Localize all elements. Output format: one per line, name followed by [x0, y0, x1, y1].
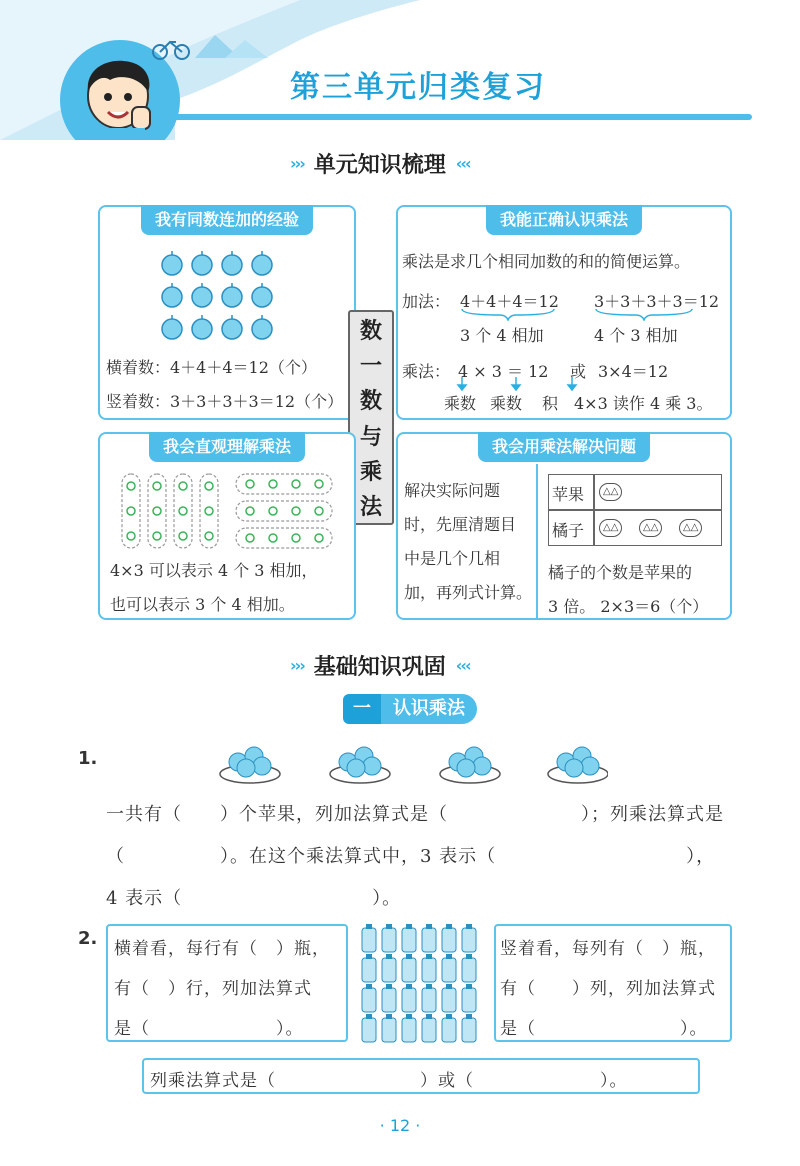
divider — [536, 464, 538, 618]
q2-right-line: 是（ ）。 — [500, 1019, 708, 1039]
addition-note-1: 3 个 4 相加 — [460, 326, 544, 345]
addition-expr-2: 3＋3＋3＋3＝12 — [594, 292, 720, 311]
apple-plates-icon — [218, 740, 608, 786]
card4-line: 加，再列式计算。 — [404, 583, 533, 602]
page-number: · 12 · — [379, 1116, 421, 1135]
brace-icon — [460, 307, 730, 321]
card3-line1: 4×3 可以表示 4 个 3 相加， — [110, 561, 318, 580]
vertical-char: 乘 — [359, 459, 382, 485]
apple-grid-icon — [158, 249, 283, 344]
vertical-char: 与 — [359, 424, 382, 450]
card-tab: 我能正确认识乘法 — [486, 205, 642, 235]
addition-note-2: 4 个 3 相加 — [594, 326, 678, 345]
factor-name-1: 乘数 — [444, 394, 477, 413]
fruit-table — [548, 474, 722, 546]
chevrons-right-icon: ››› — [290, 154, 304, 173]
bottle-grid-icon — [358, 922, 486, 1044]
q2-left-line: 横着看，每行有（ ）瓶， — [114, 939, 330, 959]
q1-line1: 一共有（ ）个苹果，列加法算式是（ ）；列乘法算式是 — [106, 804, 724, 825]
triangle-group-icon: △△ — [599, 483, 622, 501]
or-label: 或 — [570, 362, 587, 381]
vertical-char: 数 — [359, 389, 382, 415]
badge-label: 认识乘法 — [381, 694, 477, 724]
q2-left-line: 有（ ）行，列加法算式 — [114, 979, 312, 999]
addition-expr-1: 4＋4＋4＝12 — [460, 292, 559, 311]
section-title: 基础知识巩固 — [313, 655, 446, 680]
page-title: 第三单元归类复习 — [290, 70, 546, 105]
card-tab: 我有同数连加的经验 — [141, 205, 313, 235]
chevrons-left-icon: ‹‹‹ — [455, 154, 470, 173]
section-heading-knowledge — [290, 148, 470, 179]
boy-mascot-icon — [70, 52, 170, 137]
q1-line3: 4 表示（ ）。 — [106, 888, 402, 909]
question-number: 2. — [78, 928, 98, 949]
read-as: 4×3 读作 4 乘 3。 — [574, 394, 713, 413]
product-name: 积 — [542, 394, 559, 413]
card4-line: 解决实际问题 — [404, 481, 501, 500]
card1-row2: 竖着数：3＋3＋3＋3＝12（个） — [106, 392, 344, 411]
row-label-orange: 橘子 — [552, 521, 585, 540]
q2-right-line: 竖着看，每列有（ ）瓶， — [500, 939, 716, 959]
section-heading-basics — [290, 650, 470, 681]
card2-definition: 乘法是求几个相同加数的和的简便运算。 — [402, 252, 691, 271]
card4-result2: 3 倍。 2×3＝6（个） — [548, 597, 709, 616]
multiplication-label: 乘法： — [402, 362, 451, 381]
q2-bottom-box — [142, 1058, 700, 1094]
card-repeated-addition — [98, 205, 356, 420]
chevrons-right-icon: ››› — [290, 656, 304, 675]
section-title: 单元知识梳理 — [313, 153, 446, 178]
triangle-group-icon: △△ — [599, 519, 622, 537]
arrows-icon — [454, 377, 584, 391]
multiplication-expr: 4 × 3 ＝ 12 — [458, 362, 549, 381]
vertical-char: 数 — [359, 319, 382, 345]
triangle-group-icon: △△ — [679, 519, 702, 537]
q1-line2: （ ）。在这个乘法算式中，3 表示（ ）， — [106, 846, 716, 867]
q2-right-line: 有（ ）列，列加法算式 — [500, 979, 716, 999]
card-understand-multiplication — [396, 205, 732, 420]
badge-number: 一 — [343, 694, 381, 724]
card1-row1: 横着数：4＋4＋4＝12（个） — [106, 358, 317, 377]
row-label-apple: 苹果 — [552, 485, 585, 504]
q2-left-box — [106, 924, 348, 1042]
triangle-group-icon: △△ — [639, 519, 662, 537]
card-visual-multiplication — [98, 432, 356, 620]
card4-line: 中是几个几相 — [404, 549, 501, 568]
multiplication-expr-2: 3×4＝12 — [598, 362, 669, 381]
factor-name-2: 乘数 — [490, 394, 523, 413]
vertical-char: 一 — [359, 354, 382, 380]
q2-left-line: 是（ ）。 — [114, 1019, 304, 1039]
q2-bottom-line: 列乘法算式是（ ）或（ ）。 — [150, 1071, 628, 1091]
card3-line2: 也可以表示 3 个 4 相加。 — [110, 595, 295, 614]
addition-label: 加法： — [402, 292, 451, 311]
card4-result1: 橘子的个数是苹果的 — [548, 563, 693, 582]
question-number: 1. — [78, 748, 98, 769]
vertical-char: 法 — [359, 494, 382, 520]
dot-groups-icon — [120, 472, 340, 552]
card-solve-problems — [396, 432, 732, 620]
chevrons-left-icon: ‹‹‹ — [455, 656, 470, 675]
q2-right-box — [494, 924, 732, 1042]
card-tab: 我会直观理解乘法 — [149, 432, 305, 462]
subsection-badge — [343, 694, 477, 724]
card4-line: 时，先厘清题目 — [404, 515, 517, 534]
card-tab: 我会用乘法解决问题 — [478, 432, 650, 462]
